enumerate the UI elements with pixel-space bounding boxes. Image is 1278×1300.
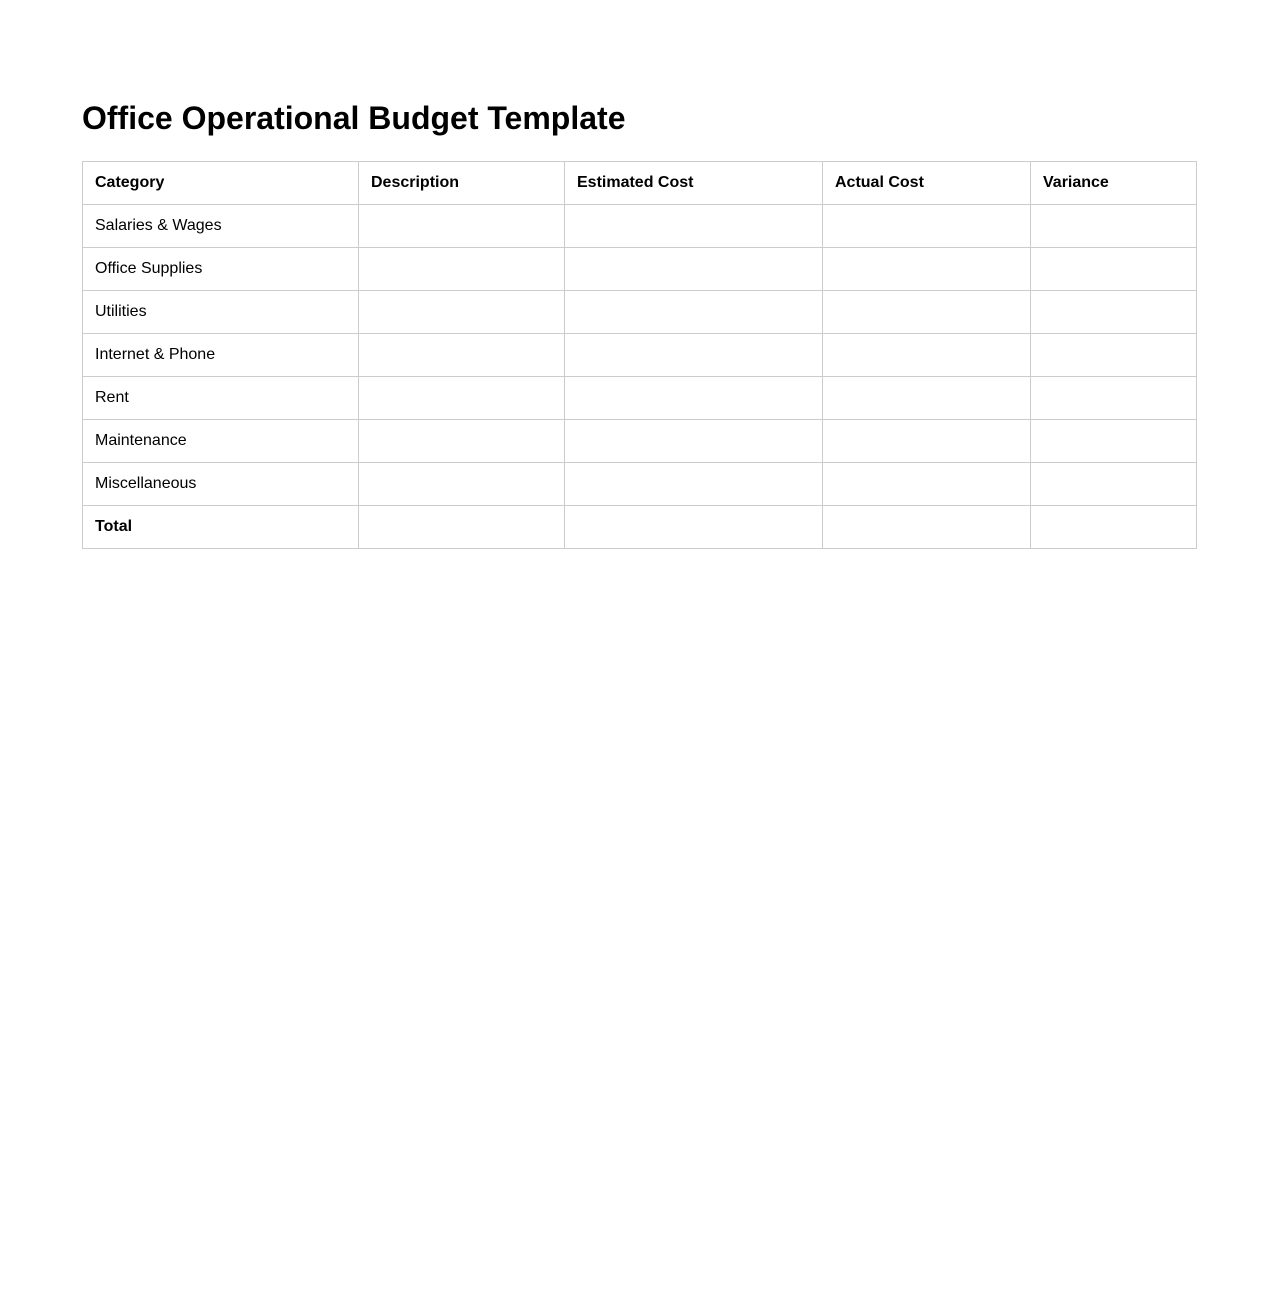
description-cell[interactable]: [359, 248, 565, 291]
description-cell[interactable]: [359, 205, 565, 248]
variance-cell[interactable]: [1031, 291, 1197, 334]
variance-cell[interactable]: [1031, 463, 1197, 506]
actual-cost-cell[interactable]: [823, 420, 1031, 463]
header-variance: Variance: [1031, 162, 1197, 205]
table-row: [83, 463, 1197, 506]
table-header-row: [83, 162, 1197, 205]
header-description: Description: [359, 162, 565, 205]
category-cell: Utilities: [83, 291, 359, 334]
budget-table: [82, 161, 1197, 549]
category-cell: Rent: [83, 377, 359, 420]
description-cell[interactable]: [359, 463, 565, 506]
table-row: [83, 291, 1197, 334]
description-cell[interactable]: [359, 377, 565, 420]
header-actual-cost: Actual Cost: [823, 162, 1031, 205]
table-row: [83, 420, 1197, 463]
category-cell: Office Supplies: [83, 248, 359, 291]
variance-cell[interactable]: [1031, 377, 1197, 420]
estimated-cost-cell[interactable]: [565, 377, 823, 420]
total-actual-cost-cell[interactable]: [823, 506, 1031, 549]
actual-cost-cell[interactable]: [823, 463, 1031, 506]
estimated-cost-cell[interactable]: [565, 291, 823, 334]
estimated-cost-cell[interactable]: [565, 248, 823, 291]
actual-cost-cell[interactable]: [823, 377, 1031, 420]
category-cell: Salaries & Wages: [83, 205, 359, 248]
total-label: Total: [83, 506, 359, 549]
total-row: [83, 506, 1197, 549]
total-variance-cell[interactable]: [1031, 506, 1197, 549]
page-title: Office Operational Budget Template: [82, 100, 626, 136]
category-cell: Maintenance: [83, 420, 359, 463]
variance-cell[interactable]: [1031, 205, 1197, 248]
estimated-cost-cell[interactable]: [565, 205, 823, 248]
total-description-cell[interactable]: [359, 506, 565, 549]
description-cell[interactable]: [359, 420, 565, 463]
document-page: [0, 0, 1278, 549]
description-cell[interactable]: [359, 291, 565, 334]
header-estimated-cost: Estimated Cost: [565, 162, 823, 205]
category-cell: Miscellaneous: [83, 463, 359, 506]
actual-cost-cell[interactable]: [823, 205, 1031, 248]
variance-cell[interactable]: [1031, 248, 1197, 291]
table-row: [83, 248, 1197, 291]
estimated-cost-cell[interactable]: [565, 420, 823, 463]
table-row: [83, 377, 1197, 420]
estimated-cost-cell[interactable]: [565, 463, 823, 506]
total-estimated-cost-cell[interactable]: [565, 506, 823, 549]
category-cell: Internet & Phone: [83, 334, 359, 377]
variance-cell[interactable]: [1031, 420, 1197, 463]
table-row: [83, 334, 1197, 377]
variance-cell[interactable]: [1031, 334, 1197, 377]
header-category: Category: [83, 162, 359, 205]
actual-cost-cell[interactable]: [823, 334, 1031, 377]
description-cell[interactable]: [359, 334, 565, 377]
actual-cost-cell[interactable]: [823, 248, 1031, 291]
table-row: [83, 205, 1197, 248]
estimated-cost-cell[interactable]: [565, 334, 823, 377]
actual-cost-cell[interactable]: [823, 291, 1031, 334]
